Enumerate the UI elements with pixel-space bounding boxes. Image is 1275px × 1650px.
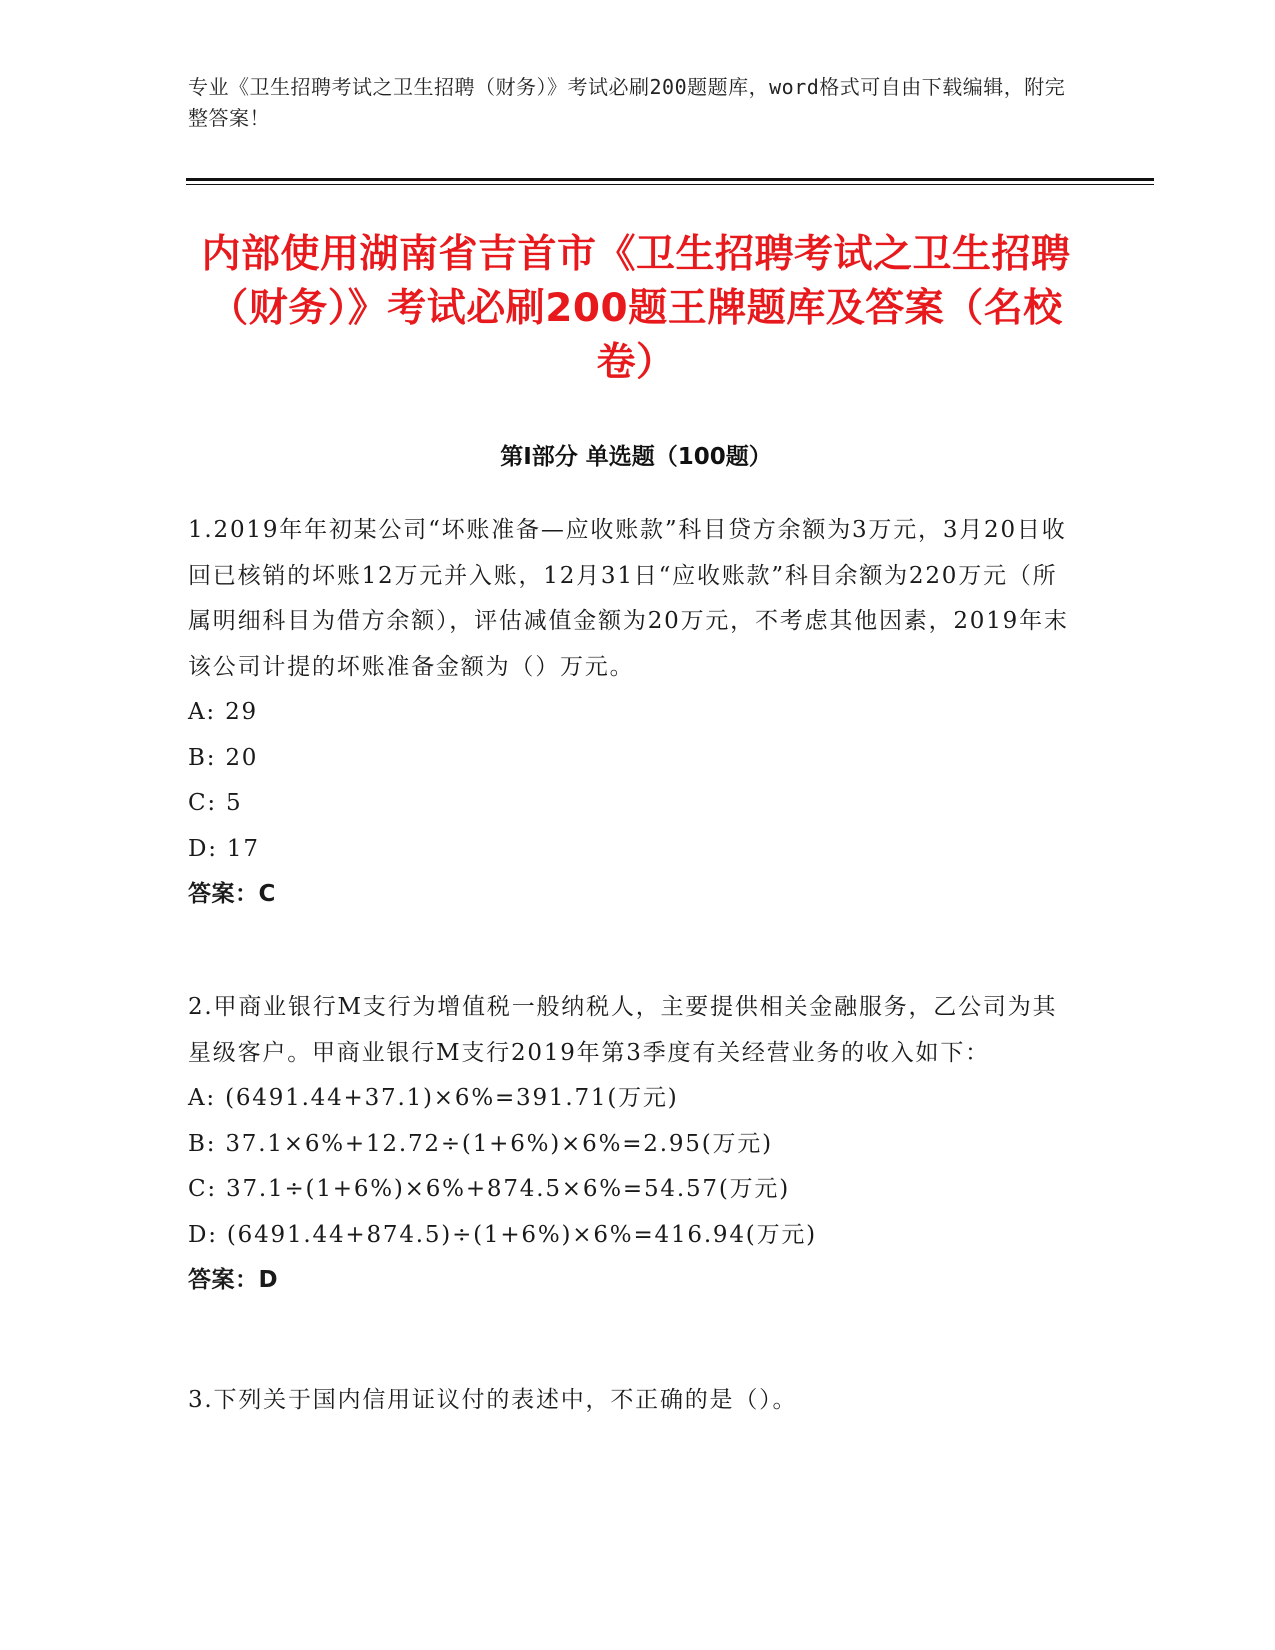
question-2	[188, 985, 1078, 1304]
option-c: C: 37.1÷(1+6%)×6%+874.5×6%=54.57(万元)	[188, 1176, 790, 1202]
question-3	[188, 1378, 1078, 1424]
header-divider-thin	[186, 184, 1154, 185]
question-stem: 1.2019年年初某公司“坏账准备—应收账款”科目贷方余额为3万元，3月20日收回已核销的坏账12万元并入账，12月31日“应收账款”科目余额为220万元（所属明细科目为借方余额），评估减值金额为20万元，不考虑其他因素，2019年末该公司计提的坏账准备金额为（）万元。	[188, 517, 1069, 680]
document-title: 内部使用湖南省吉首市《卫生招聘考试之卫生招聘（财务）》考试必刷200题王牌题库及答案（名校卷）	[201, 232, 1071, 385]
option-b: B: 20	[188, 744, 259, 771]
option-d: D: 17	[188, 835, 260, 862]
question-1	[188, 508, 1078, 918]
option-b: B: 37.1×6%+12.72÷(1+6%)×6%=2.95(万元)	[188, 1130, 773, 1157]
question-stem: 2.甲商业银行M支行为增值税一般纳税人，主要提供相关金融服务，乙公司为其星级客户。甲商业银行M支行2019年第3季度有关经营业务的收入如下：	[188, 994, 1058, 1066]
answer: 答案：C	[188, 881, 276, 907]
option-c: C: 5	[188, 790, 243, 816]
header-note: 专业《卫生招聘考试之卫生招聘（财务）》考试必刷200题题库，word格式可自由下载编辑，附完整答案！	[188, 75, 1066, 130]
section-heading: 第Ⅰ部分 单选题（100题）	[500, 444, 772, 470]
option-a: A: 29	[188, 699, 258, 725]
answer: 答案：D	[188, 1267, 279, 1293]
header-divider-thick	[186, 178, 1154, 181]
option-d: D: (6491.44+874.5)÷(1+6%)×6%=416.94(万元)	[188, 1221, 817, 1248]
question-stem: 3.下列关于国内信用证议付的表述中，不正确的是（）。	[188, 1387, 798, 1413]
option-a: A: (6491.44+37.1)×6%=391.71(万元)	[188, 1085, 679, 1111]
